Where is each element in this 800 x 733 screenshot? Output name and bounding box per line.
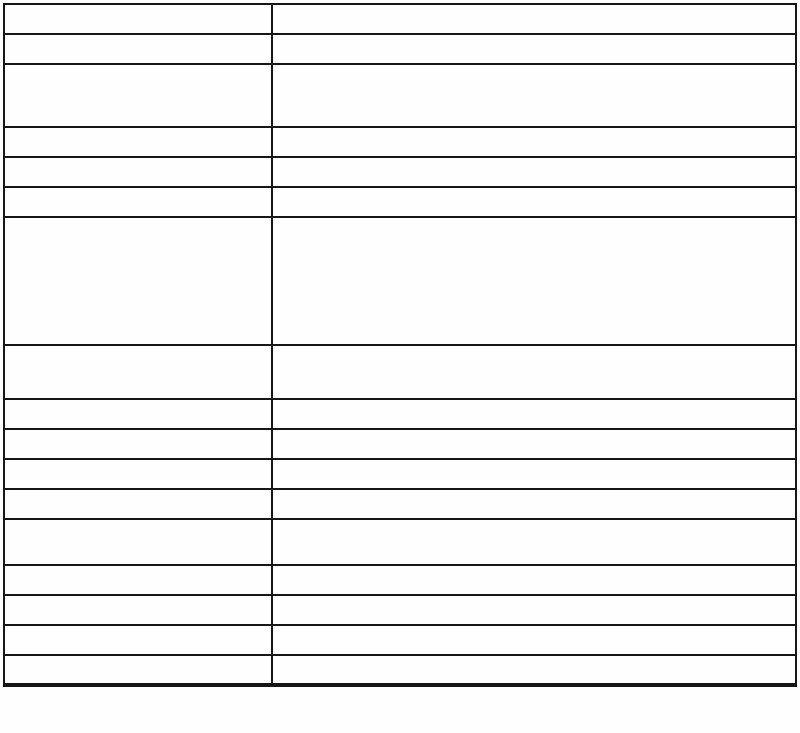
spec-label [4,4,272,34]
spec-row-dwell-time [4,459,796,489]
spec-label [4,429,272,459]
spec-row-net-weight [4,655,796,685]
spec-row-data-output [4,399,796,429]
spec-label [4,625,272,655]
spec-label [4,187,272,217]
spec-value [272,34,796,64]
spec-label [4,459,272,489]
spec-row-power-supply [4,565,796,595]
spec-row-initial-test-force [4,34,796,64]
spec-value [272,459,796,489]
spec-label [4,399,272,429]
spec-label [4,157,272,187]
spec-row-overall-dimensions [4,625,796,655]
spec-label [4,127,272,157]
spec-row-test-force-application [4,157,796,187]
spec-label [4,34,272,64]
spec-label [4,64,272,127]
spec-label [4,345,272,399]
spec-row-indenter-wall-distance [4,519,796,565]
spec-label [4,565,272,595]
spec-label [4,519,272,565]
spec-value [272,489,796,519]
spec-label [4,217,272,345]
spec-label [4,655,272,685]
spec-value [272,345,796,399]
spec-value [272,655,796,685]
spec-label [4,595,272,625]
spec-value [272,519,796,565]
spec-row-resolution [4,429,796,459]
spec-value [272,64,796,127]
spec-value [272,625,796,655]
spec-row-model [4,4,796,34]
spec-value [272,187,796,217]
spec-row-max-height-of-sample [4,489,796,519]
spec-value [272,4,796,34]
spec-table [3,3,797,687]
spec-value [272,217,796,345]
spec-row-conversion-scales [4,345,796,399]
spec-label [4,489,272,519]
spec-value [272,565,796,595]
spec-value [272,157,796,187]
spec-row-measure-scales [4,217,796,345]
spec-value [272,127,796,157]
spec-row-indenter-specification [4,127,796,157]
spec-value [272,399,796,429]
spec-row-executive-standards [4,595,796,625]
spec-row-hardness-reading [4,187,796,217]
spec-value [272,429,796,459]
spec-value [272,595,796,625]
spec-row-total-test-force [4,64,796,127]
